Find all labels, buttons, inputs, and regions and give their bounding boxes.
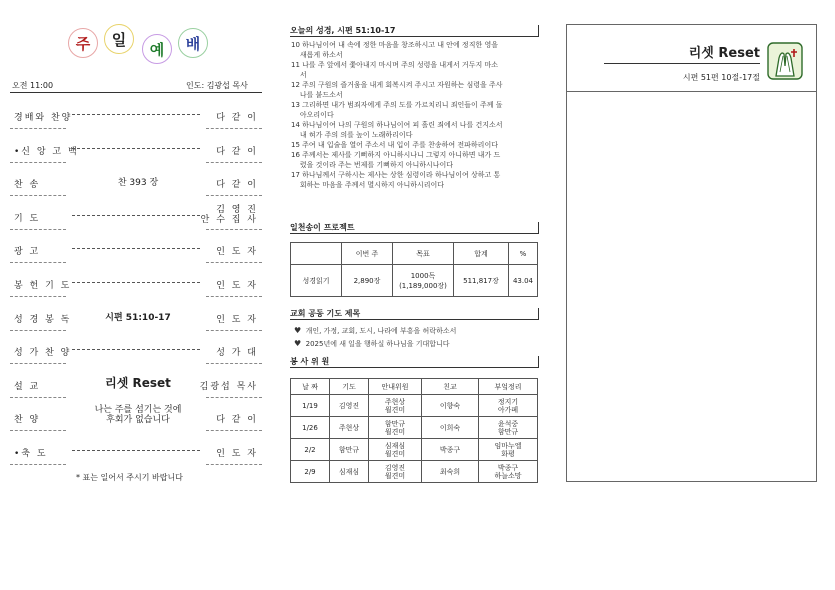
- order-underline: [10, 397, 66, 398]
- order-underline: [206, 464, 262, 465]
- sermon-passage: 시편 51편 10절-17절: [682, 73, 760, 82]
- worship-time: 오전 11:00: [12, 81, 54, 90]
- order-detail: 시편 51:10-17: [105, 312, 171, 323]
- servants-guide: 함만규 윌견미: [369, 417, 422, 439]
- title-char-1: 주: [68, 28, 98, 58]
- project-goal: 1000독 (1,189,000장): [393, 265, 454, 297]
- order-item: [10, 171, 262, 201]
- order-label: 기 도: [14, 213, 41, 224]
- order-item: [10, 373, 262, 403]
- order-detail: 찬 393 장: [72, 175, 204, 188]
- verse-line: 16 주께서는 제사를 기뻐하지 아니하시나니 그렇지 아니하면 내가 드: [291, 151, 501, 159]
- servants-prayer: 심재심: [330, 461, 369, 483]
- order-leader-line: [72, 215, 200, 216]
- servants-fellowship: 이희숙: [422, 417, 479, 439]
- order-label: 광 고: [14, 247, 41, 258]
- servants-guide: 김영진 윌견미: [369, 461, 422, 483]
- order-person: 다 같 이: [216, 180, 258, 191]
- order-underline: [206, 397, 262, 398]
- servants-date: 2/9: [291, 461, 330, 483]
- servants-fellowship: 박종구: [422, 439, 479, 461]
- title-char-3: 예: [142, 34, 172, 64]
- order-underline: [206, 195, 262, 196]
- order-item: [10, 205, 262, 235]
- order-underline: [206, 363, 262, 364]
- order-leader-line: [72, 349, 200, 350]
- servants-header-fellowship: 친교: [422, 379, 479, 395]
- order-person: 김 영 진 안 수 집 사: [200, 204, 258, 225]
- servants-kitchen: 박종구 하늘소망: [479, 461, 538, 483]
- order-label: 설 교: [14, 381, 41, 392]
- order-underline: [10, 363, 66, 364]
- scripture-title: 오늘의 성경, 시편 51:10-17: [290, 25, 539, 37]
- servants-kitchen: 임마누엘 화평: [479, 439, 538, 461]
- servants-date: 1/26: [291, 417, 330, 439]
- project-row-label: 성경읽기: [291, 265, 342, 297]
- verse-line: 새롭게 하소서: [291, 51, 343, 59]
- sermon-title-rule: [604, 63, 760, 64]
- servants-row: [291, 439, 538, 461]
- servants-guide: 주현상 윌견미: [369, 395, 422, 417]
- servants-header-prayer: 기도: [330, 379, 369, 395]
- prayer-title: 교회 공동 기도 제목: [290, 308, 539, 320]
- heart-icon: ♥: [294, 326, 302, 335]
- divider: [10, 92, 262, 93]
- order-label: •축 도: [14, 449, 48, 459]
- praying-hands-icon: [767, 42, 803, 80]
- prayer-item: ♥ 개인, 가정, 교회, 도시, 나라에 부흥을 허락하소서: [294, 326, 457, 335]
- verse-line: 12 주의 구원의 즐거움을 내게 회복시켜 주시고 자원하는 심령을 주사: [291, 81, 503, 89]
- verse-line: 11 나를 주 앞에서 쫓아내지 마시며 주의 성령을 내게서 거두지 마소: [291, 61, 498, 69]
- order-item: [10, 272, 262, 302]
- order-person: 다 같 이: [216, 415, 258, 426]
- scripture-verses: [291, 40, 539, 190]
- prayer-item: ♥ 2025년에 새 일을 행하실 하나님을 기대합니다: [294, 339, 450, 348]
- order-underline: [10, 430, 66, 431]
- order-underline: [10, 195, 66, 196]
- order-person: 김광섭 목사: [199, 381, 258, 392]
- order-item: [10, 104, 262, 134]
- verse-line: 나를 붙드소서: [291, 91, 343, 99]
- order-underline: [10, 296, 66, 297]
- order-underline: [206, 262, 262, 263]
- order-label: •신 앙 고 백: [14, 146, 79, 157]
- order-label: 성 경 봉 독: [14, 314, 72, 325]
- order-underline: [206, 162, 262, 163]
- servants-date: 1/19: [291, 395, 330, 417]
- servants-guide: 심재심 윌견미: [369, 439, 422, 461]
- servants-prayer: 주현상: [330, 417, 369, 439]
- project-title: 일천송이 프로젝트: [290, 222, 539, 234]
- verse-line: 렸을 것이라 주는 번제를 기뻐하지 아니하시나이다: [291, 161, 454, 169]
- order-person: 다 같 이: [216, 146, 258, 157]
- order-label: 성 가 찬 양: [14, 348, 72, 359]
- order-underline: [10, 128, 66, 129]
- standing-note: * 표는 일어서 주시기 바랍니다: [76, 473, 183, 482]
- order-person: 인 도 자: [216, 314, 258, 325]
- title-char-2: 일: [104, 24, 134, 54]
- heart-icon: ♥: [294, 339, 302, 348]
- order-detail: 나는 주를 섬기는 것에 후회가 없습니다: [94, 405, 182, 426]
- order-underline: [206, 296, 262, 297]
- verse-line: 13 그리하면 내가 범죄자에게 주의 도를 가르치리니 죄인들이 주께 돌: [291, 101, 503, 109]
- order-leader-line: [72, 114, 200, 115]
- order-item: [10, 138, 262, 168]
- order-item: [10, 238, 262, 268]
- verse-line: 회하는 마음을 주께서 멸시하지 아니하시리이다: [291, 181, 445, 189]
- servants-header-kitchen: 부엌정리: [479, 379, 538, 395]
- order-label: 봉 헌 기 도: [14, 281, 72, 291]
- order-underline: [10, 229, 66, 230]
- order-underline: [10, 262, 66, 263]
- order-underline: [10, 330, 66, 331]
- verse-line: 서: [291, 71, 307, 79]
- sermon-title: 리셋 Reset: [688, 46, 760, 61]
- servants-fellowship: 최숙희: [422, 461, 479, 483]
- servants-fellowship: 이향숙: [422, 395, 479, 417]
- project-header-week: 이번 주: [342, 243, 393, 265]
- sermon-box: [566, 24, 817, 482]
- order-leader-line: [72, 248, 200, 249]
- worship-title: [68, 24, 228, 72]
- project-this-week: 2,890장: [342, 265, 393, 297]
- order-label: 경배와 찬양: [14, 113, 73, 123]
- worship-leader: 인도: 김광섭 목사: [186, 81, 248, 90]
- project-header-total: 합계: [454, 243, 509, 265]
- order-item: [10, 306, 262, 336]
- verse-line: 14 하나님이여 나의 구원의 하나님이여 피 흘린 죄에서 나를 건지소서: [291, 121, 503, 129]
- order-underline: [206, 229, 262, 230]
- project-total: 511,817장: [454, 265, 509, 297]
- verse-line: 17 하나님께서 구하시는 제사는 상한 심령이라 하나님이여 상하고 통: [291, 171, 501, 179]
- servants-table: [290, 378, 538, 483]
- order-item: [10, 339, 262, 369]
- order-person: 다 같 이: [216, 113, 258, 123]
- order-underline: [206, 128, 262, 129]
- order-person: 성 가 대: [216, 348, 258, 359]
- order-label: 찬 송: [14, 180, 41, 191]
- servants-header-date: 날 짜: [291, 379, 330, 395]
- verse-line: 10 하나님이여 내 속에 정한 마음을 창조하시고 내 안에 정직한 영을: [291, 41, 498, 49]
- project-header-empty: [291, 243, 342, 265]
- verse-line: 아오리이다: [291, 111, 334, 119]
- title-char-4: 배: [178, 28, 208, 58]
- order-leader-line: [72, 282, 200, 283]
- servants-title: 봉 사 위 원: [290, 356, 539, 368]
- order-underline: [10, 162, 66, 163]
- order-detail: 리셋 Reset: [105, 375, 171, 390]
- order-person: 인 도 자: [216, 449, 258, 459]
- order-leader-line: [72, 148, 200, 149]
- order-label: 찬 양: [14, 415, 41, 426]
- project-table: [290, 242, 538, 297]
- servants-prayer: 김영진: [330, 395, 369, 417]
- order-person: 인 도 자: [216, 281, 258, 291]
- servants-date: 2/2: [291, 439, 330, 461]
- verse-line: 15 주여 내 입술을 열어 주소서 내 입이 주를 찬송하여 전파하리이다: [291, 141, 498, 149]
- order-underline: [10, 464, 66, 465]
- sermon-box-divider: [567, 91, 816, 92]
- project-header-percent: %: [509, 243, 538, 265]
- project-percent: 43.04: [509, 265, 538, 297]
- order-item: [10, 440, 262, 470]
- order-item: [10, 406, 262, 436]
- servants-header-guide: 안내위원: [369, 379, 422, 395]
- order-underline: [206, 430, 262, 431]
- order-person: 인 도 자: [216, 247, 258, 258]
- servants-row: [291, 417, 538, 439]
- verse-line: 내 혀가 주의 의를 높이 노래하리이다: [291, 131, 413, 139]
- servants-row: [291, 461, 538, 483]
- servants-row: [291, 395, 538, 417]
- servants-kitchen: 윤석중 함만규: [479, 417, 538, 439]
- servants-kitchen: 정지기 아가페: [479, 395, 538, 417]
- order-underline: [206, 330, 262, 331]
- order-leader-line: [72, 450, 200, 451]
- servants-prayer: 함만규: [330, 439, 369, 461]
- project-header-goal: 목표: [393, 243, 454, 265]
